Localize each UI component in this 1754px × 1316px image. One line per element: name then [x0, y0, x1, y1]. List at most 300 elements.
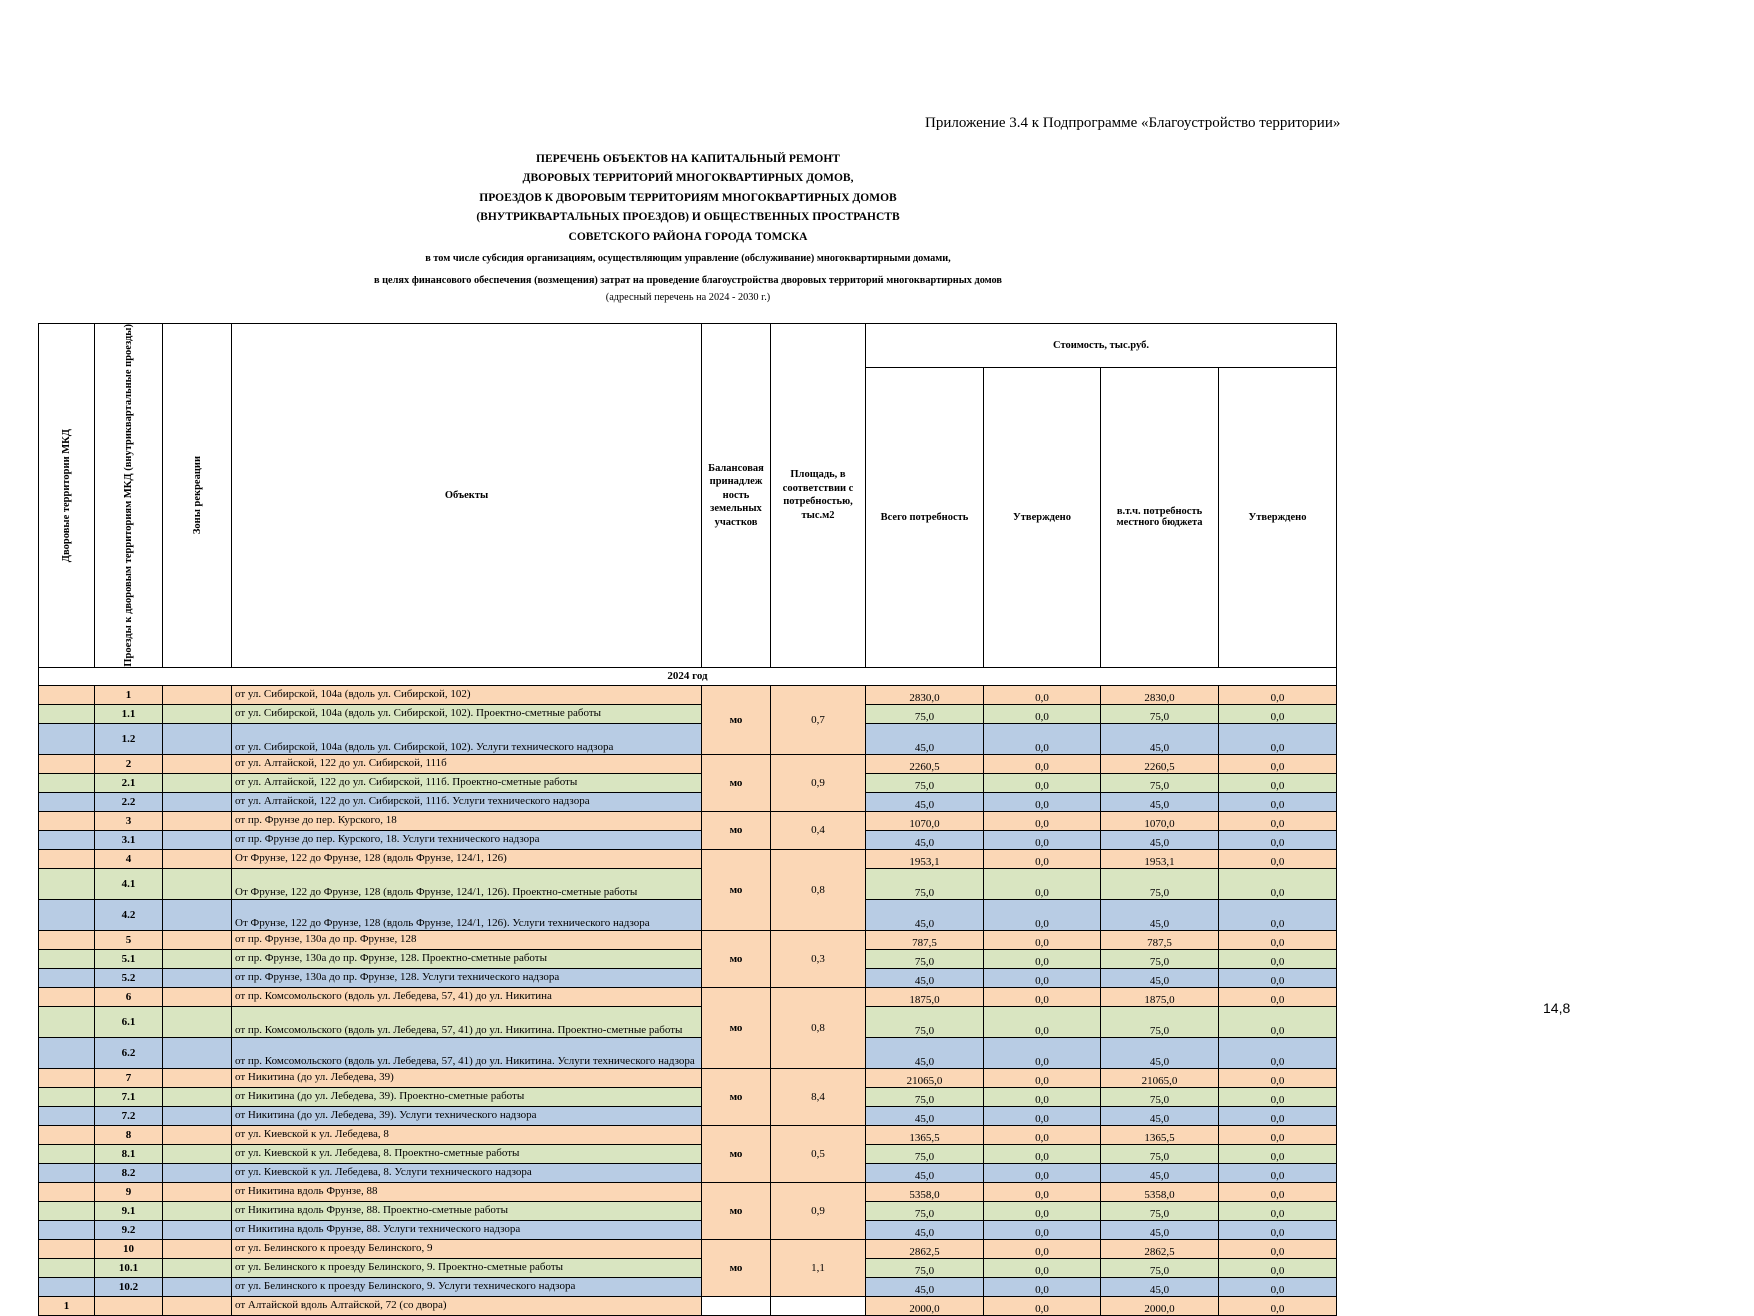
drive-number-cell: 2.1: [95, 773, 163, 792]
area-cell: 0,8: [771, 987, 866, 1068]
object-cell: от пр. Комсомольского (вдоль ул. Лебедева, 57, 41) до ул. Никитина: [232, 987, 702, 1006]
header-approved: Утверждено: [984, 367, 1101, 667]
drive-number-cell: 6: [95, 987, 163, 1006]
recreation-cell: [163, 1106, 232, 1125]
local-budget-cell: 787,5: [1101, 930, 1219, 949]
header-cost-group: Стоимость, тыс.руб.: [866, 324, 1337, 368]
local-budget-cell: 2830,0: [1101, 685, 1219, 704]
drive-number-cell: 6.1: [95, 1006, 163, 1037]
approved-cell: 0,0: [984, 830, 1101, 849]
table-row: [39, 685, 1337, 704]
object-cell: от ул. Белинского к проезду Белинского, 9. Услуги технического надзора: [232, 1277, 702, 1296]
total-need-cell: 2000,0: [866, 1296, 984, 1315]
table-row: [39, 1068, 1337, 1087]
approved-local-cell: 0,0: [1219, 1220, 1337, 1239]
drive-number-cell: 2: [95, 754, 163, 773]
title-line: (ВНУТРИКВАРТАЛЬНЫХ ПРОЕЗДОВ) И ОБЩЕСТВЕННЫХ ПРОСТРАНСТВ: [476, 211, 900, 224]
total-need-cell: 75,0: [866, 949, 984, 968]
header-drives: Проезды к дворовым территориям МКД (внутриквартальные проезды): [95, 324, 163, 668]
object-cell: от ул. Киевской к ул. Лебедева, 8. Проектно-сметные работы: [232, 1144, 702, 1163]
table-row: [39, 1087, 1337, 1106]
recreation-cell: [163, 1068, 232, 1087]
ownership-cell: мо: [702, 849, 771, 930]
table-row: [39, 830, 1337, 849]
object-cell: от ул. Сибирской, 104а (вдоль ул. Сибирской, 102). Услуги технического надзора: [232, 723, 702, 754]
total-need-cell: 75,0: [866, 1144, 984, 1163]
approved-local-cell: 0,0: [1219, 930, 1337, 949]
approved-local-cell: 0,0: [1219, 987, 1337, 1006]
local-budget-cell: 45,0: [1101, 1106, 1219, 1125]
yard-cell: [39, 1144, 95, 1163]
total-need-cell: 787,5: [866, 930, 984, 949]
recreation-cell: [163, 1220, 232, 1239]
subtitle-line: в том числе субсидия организациям, осуществляющим управление (обслуживание) многоквартирными домами,: [425, 253, 951, 265]
drive-number-cell: 4.1: [95, 868, 163, 899]
table-row: [39, 811, 1337, 830]
header-approved-local: Утверждено: [1219, 367, 1337, 667]
approved-cell: 0,0: [984, 1277, 1101, 1296]
table-row: [39, 1258, 1337, 1277]
approved-local-cell: 0,0: [1219, 754, 1337, 773]
yard-cell: [39, 1201, 95, 1220]
area-cell: 0,5: [771, 1125, 866, 1182]
recreation-cell: [163, 723, 232, 754]
drive-number-cell: 8: [95, 1125, 163, 1144]
approved-local-cell: 0,0: [1219, 1144, 1337, 1163]
recreation-cell: [163, 968, 232, 987]
title-line: ДВОРОВЫХ ТЕРРИТОРИЙ МНОГОКВАРТИРНЫХ ДОМОВ,: [522, 172, 854, 185]
total-need-cell: 75,0: [866, 868, 984, 899]
approved-local-cell: 0,0: [1219, 1125, 1337, 1144]
approved-local-cell: 0,0: [1219, 868, 1337, 899]
yard-cell: [39, 1258, 95, 1277]
object-cell: от Алтайской вдоль Алтайской, 72 (со двора): [232, 1296, 702, 1315]
recreation-cell: [163, 830, 232, 849]
approved-cell: 0,0: [984, 1125, 1101, 1144]
local-budget-cell: 45,0: [1101, 792, 1219, 811]
appendix-caption: Приложение 3.4 к Подпрограмме «Благоустройство территории»: [925, 115, 1341, 131]
total-need-cell: 1365,5: [866, 1125, 984, 1144]
yard-cell: [39, 723, 95, 754]
approved-cell: 0,0: [984, 1258, 1101, 1277]
drive-number-cell: 6.2: [95, 1037, 163, 1068]
approved-local-cell: 0,0: [1219, 968, 1337, 987]
ownership-cell: мо: [702, 685, 771, 754]
object-cell: от Никитина вдоль Фрунзе, 88. Проектно-сметные работы: [232, 1201, 702, 1220]
drive-number-cell: [95, 1296, 163, 1315]
local-budget-cell: 45,0: [1101, 1277, 1219, 1296]
year-row: 2024 год: [39, 667, 1337, 685]
recreation-cell: [163, 1037, 232, 1068]
yard-cell: [39, 792, 95, 811]
local-budget-cell: 45,0: [1101, 968, 1219, 987]
recreation-cell: [163, 1125, 232, 1144]
drive-number-cell: 7.1: [95, 1087, 163, 1106]
yard-cell: [39, 1239, 95, 1258]
yard-cell: [39, 1277, 95, 1296]
object-cell: от пр. Комсомольского (вдоль ул. Лебедева, 57, 41) до ул. Никитина. Услуги технического надзора: [232, 1037, 702, 1068]
total-need-cell: 21065,0: [866, 1068, 984, 1087]
approved-cell: 0,0: [984, 968, 1101, 987]
local-budget-cell: 75,0: [1101, 1201, 1219, 1220]
drive-number-cell: 4: [95, 849, 163, 868]
approved-cell: 0,0: [984, 1182, 1101, 1201]
object-cell: от Никитина (до ул. Лебедева, 39). Услуги технического надзора: [232, 1106, 702, 1125]
approved-cell: 0,0: [984, 754, 1101, 773]
object-cell: от Никитина (до ул. Лебедева, 39). Проектно-сметные работы: [232, 1087, 702, 1106]
recreation-cell: [163, 899, 232, 930]
recreation-cell: [163, 949, 232, 968]
recreation-cell: [163, 811, 232, 830]
ownership-cell: мо: [702, 1125, 771, 1182]
object-cell: от пр. Фрунзе, 130а до пр. Фрунзе, 128: [232, 930, 702, 949]
drive-number-cell: 5: [95, 930, 163, 949]
approved-cell: 0,0: [984, 899, 1101, 930]
drive-number-cell: 7: [95, 1068, 163, 1087]
total-need-cell: 75,0: [866, 1006, 984, 1037]
table-row: [39, 849, 1337, 868]
total-need-cell: 2862,5: [866, 1239, 984, 1258]
approved-local-cell: 0,0: [1219, 1296, 1337, 1315]
document-title-block: [38, 150, 1338, 305]
drive-number-cell: 2.2: [95, 792, 163, 811]
area-cell: 0,9: [771, 754, 866, 811]
ownership-cell: мо: [702, 987, 771, 1068]
approved-local-cell: 0,0: [1219, 1037, 1337, 1068]
table-row: [39, 1144, 1337, 1163]
total-need-cell: 45,0: [866, 792, 984, 811]
drive-number-cell: 3.1: [95, 830, 163, 849]
drive-number-cell: 10: [95, 1239, 163, 1258]
total-need-cell: 75,0: [866, 704, 984, 723]
table-row: [39, 1125, 1337, 1144]
recreation-cell: [163, 685, 232, 704]
local-budget-cell: 75,0: [1101, 1144, 1219, 1163]
local-budget-cell: 2000,0: [1101, 1296, 1219, 1315]
approved-cell: 0,0: [984, 1037, 1101, 1068]
approved-local-cell: 0,0: [1219, 1106, 1337, 1125]
table-row: [39, 868, 1337, 899]
recreation-cell: [163, 704, 232, 723]
yard-cell: [39, 704, 95, 723]
approved-local-cell: 0,0: [1219, 773, 1337, 792]
drive-number-cell: 5.1: [95, 949, 163, 968]
approved-cell: 0,0: [984, 1163, 1101, 1182]
approved-cell: 0,0: [984, 792, 1101, 811]
drive-number-cell: 8.2: [95, 1163, 163, 1182]
local-budget-cell: 5358,0: [1101, 1182, 1219, 1201]
table-row: [39, 899, 1337, 930]
approved-local-cell: 0,0: [1219, 685, 1337, 704]
drive-number-cell: 3: [95, 811, 163, 830]
area-cell: 0,3: [771, 930, 866, 987]
table-row: [39, 792, 1337, 811]
title-line: ПРОЕЗДОВ К ДВОРОВЫМ ТЕРРИТОРИЯМ МНОГОКВАРТИРНЫХ ДОМОВ: [479, 191, 897, 204]
total-need-cell: 1953,1: [866, 849, 984, 868]
yard-cell: [39, 1220, 95, 1239]
yard-cell: [39, 1006, 95, 1037]
local-budget-cell: 75,0: [1101, 1006, 1219, 1037]
drive-number-cell: 1.2: [95, 723, 163, 754]
total-need-cell: 45,0: [866, 723, 984, 754]
total-need-cell: 45,0: [866, 830, 984, 849]
object-cell: от пр. Комсомольского (вдоль ул. Лебедева, 57, 41) до ул. Никитина. Проектно-сметные работы: [232, 1006, 702, 1037]
table-row: [39, 1296, 1337, 1315]
object-cell: от ул. Алтайской, 122 до ул. Сибирской, 111б: [232, 754, 702, 773]
table-row: [39, 704, 1337, 723]
area-cell: 0,9: [771, 1182, 866, 1239]
header-recreation: Зоны рекреации: [163, 324, 232, 668]
table-row: [39, 723, 1337, 754]
local-budget-cell: 45,0: [1101, 830, 1219, 849]
object-cell: от пр. Фрунзе до пер. Курского, 18. Услуги технического надзора: [232, 830, 702, 849]
object-cell: от пр. Фрунзе до пер. Курского, 18: [232, 811, 702, 830]
table-row: [39, 1220, 1337, 1239]
approved-cell: 0,0: [984, 1087, 1101, 1106]
yard-cell: [39, 754, 95, 773]
table-row: [39, 1106, 1337, 1125]
drive-number-cell: 1: [95, 685, 163, 704]
ownership-cell: мо: [702, 930, 771, 987]
recreation-cell: [163, 1201, 232, 1220]
yard-cell: [39, 968, 95, 987]
drive-number-cell: 1.1: [95, 704, 163, 723]
header-area: Площадь, в соответствии с потребностью, тыс.м2: [771, 324, 866, 668]
address-note: (адресный перечень на 2024 - 2030 г.): [605, 292, 771, 304]
object-cell: от Никитина вдоль Фрунзе, 88. Услуги технического надзора: [232, 1220, 702, 1239]
title-line: ПЕРЕЧЕНЬ ОБЪЕКТОВ НА КАПИТАЛЬНЫЙ РЕМОНТ: [536, 153, 840, 165]
yard-cell: [39, 1163, 95, 1182]
local-budget-cell: 75,0: [1101, 1087, 1219, 1106]
object-cell: От Фрунзе, 122 до Фрунзе, 128 (вдоль Фрунзе, 124/1, 126). Проектно-сметные работы: [232, 868, 702, 899]
object-cell: от пр. Фрунзе, 130а до пр. Фрунзе, 128. Услуги технического надзора: [232, 968, 702, 987]
object-cell: от ул. Алтайской, 122 до ул. Сибирской, 111б. Проектно-сметные работы: [232, 773, 702, 792]
total-need-cell: 2260,5: [866, 754, 984, 773]
approved-local-cell: 0,0: [1219, 1201, 1337, 1220]
recreation-cell: [163, 1087, 232, 1106]
approved-local-cell: 0,0: [1219, 949, 1337, 968]
subtitle-line: в целях финансового обеспечения (возмещения) затрат на проведение благоустройства дворовых территорий многоквартирных домов: [373, 275, 1002, 287]
objects-table: [38, 323, 1337, 1316]
approved-local-cell: 0,0: [1219, 723, 1337, 754]
table-row: [39, 773, 1337, 792]
recreation-cell: [163, 930, 232, 949]
local-budget-cell: 45,0: [1101, 899, 1219, 930]
object-cell: от ул. Сибирской, 104а (вдоль ул. Сибирской, 102). Проектно-сметные работы: [232, 704, 702, 723]
area-cell: [771, 1296, 866, 1315]
local-budget-cell: 1875,0: [1101, 987, 1219, 1006]
header-total-need: Всего потребность: [866, 367, 984, 667]
header-objects: Объекты: [232, 324, 702, 668]
ownership-cell: мо: [702, 1068, 771, 1125]
recreation-cell: [163, 754, 232, 773]
table-row: [39, 1163, 1337, 1182]
area-cell: 0,8: [771, 849, 866, 930]
approved-cell: 0,0: [984, 949, 1101, 968]
yard-cell: [39, 685, 95, 704]
approved-local-cell: 0,0: [1219, 830, 1337, 849]
local-budget-cell: 2862,5: [1101, 1239, 1219, 1258]
ownership-cell: мо: [702, 1239, 771, 1296]
approved-local-cell: 0,0: [1219, 1258, 1337, 1277]
recreation-cell: [163, 1163, 232, 1182]
approved-cell: 0,0: [984, 704, 1101, 723]
approved-cell: 0,0: [984, 773, 1101, 792]
total-need-cell: 1875,0: [866, 987, 984, 1006]
ownership-cell: мо: [702, 754, 771, 811]
local-budget-cell: 75,0: [1101, 1258, 1219, 1277]
approved-cell: 0,0: [984, 1068, 1101, 1087]
recreation-cell: [163, 987, 232, 1006]
yard-cell: [39, 773, 95, 792]
table-row: [39, 1277, 1337, 1296]
total-need-cell: 75,0: [866, 1258, 984, 1277]
yard-cell: [39, 849, 95, 868]
recreation-cell: [163, 792, 232, 811]
approved-local-cell: 0,0: [1219, 849, 1337, 868]
local-budget-cell: 1365,5: [1101, 1125, 1219, 1144]
approved-cell: 0,0: [984, 1296, 1101, 1315]
drive-number-cell: 9.1: [95, 1201, 163, 1220]
yard-cell: [39, 899, 95, 930]
recreation-cell: [163, 1239, 232, 1258]
approved-cell: 0,0: [984, 868, 1101, 899]
area-cell: 0,4: [771, 811, 866, 849]
total-need-cell: 45,0: [866, 899, 984, 930]
approved-cell: 0,0: [984, 1006, 1101, 1037]
local-budget-cell: 75,0: [1101, 949, 1219, 968]
yard-cell: [39, 1068, 95, 1087]
object-cell: от ул. Белинского к проезду Белинского, 9: [232, 1239, 702, 1258]
yard-cell: [39, 987, 95, 1006]
approved-local-cell: 0,0: [1219, 899, 1337, 930]
local-budget-cell: 1070,0: [1101, 811, 1219, 830]
recreation-cell: [163, 1144, 232, 1163]
approved-cell: 0,0: [984, 723, 1101, 754]
local-budget-cell: 1953,1: [1101, 849, 1219, 868]
table-row: [39, 1182, 1337, 1201]
recreation-cell: [163, 1182, 232, 1201]
recreation-cell: [163, 1006, 232, 1037]
table-row: [39, 1239, 1337, 1258]
object-cell: от ул. Алтайской, 122 до ул. Сибирской, 111б. Услуги технического надзора: [232, 792, 702, 811]
object-cell: от ул. Сибирской, 104а (вдоль ул. Сибирской, 102): [232, 685, 702, 704]
total-need-cell: 75,0: [866, 1087, 984, 1106]
ownership-cell: мо: [702, 1182, 771, 1239]
total-need-cell: 1070,0: [866, 811, 984, 830]
total-need-cell: 45,0: [866, 1106, 984, 1125]
recreation-cell: [163, 773, 232, 792]
object-cell: от Никитина (до ул. Лебедева, 39): [232, 1068, 702, 1087]
title-line: СОВЕТСКОГО РАЙОНА ГОРОДА ТОМСКА: [568, 230, 808, 243]
area-cell: 8,4: [771, 1068, 866, 1125]
approved-local-cell: 0,0: [1219, 1239, 1337, 1258]
approved-local-cell: 0,0: [1219, 1163, 1337, 1182]
header-yards: Дворовые территории МКД: [39, 324, 95, 668]
recreation-cell: [163, 1296, 232, 1315]
table-row: [39, 968, 1337, 987]
approved-local-cell: 0,0: [1219, 792, 1337, 811]
total-need-cell: 45,0: [866, 1220, 984, 1239]
ownership-cell: [702, 1296, 771, 1315]
local-budget-cell: 45,0: [1101, 723, 1219, 754]
total-need-cell: 5358,0: [866, 1182, 984, 1201]
object-cell: от ул. Киевской к ул. Лебедева, 8. Услуги технического надзора: [232, 1163, 702, 1182]
local-budget-cell: 21065,0: [1101, 1068, 1219, 1087]
yard-cell: [39, 811, 95, 830]
total-need-cell: 45,0: [866, 1037, 984, 1068]
approved-local-cell: 0,0: [1219, 1277, 1337, 1296]
yard-cell: [39, 949, 95, 968]
local-budget-cell: 45,0: [1101, 1220, 1219, 1239]
yard-cell: [39, 830, 95, 849]
local-budget-cell: 75,0: [1101, 868, 1219, 899]
yard-cell: 1: [39, 1296, 95, 1315]
table-row: [39, 930, 1337, 949]
approved-cell: 0,0: [984, 930, 1101, 949]
table-row: [39, 1201, 1337, 1220]
yard-cell: [39, 930, 95, 949]
approved-local-cell: 0,0: [1219, 704, 1337, 723]
approved-local-cell: 0,0: [1219, 1006, 1337, 1037]
approved-cell: 0,0: [984, 1144, 1101, 1163]
total-need-cell: 75,0: [866, 1201, 984, 1220]
approved-cell: 0,0: [984, 987, 1101, 1006]
table-row: [39, 1006, 1337, 1037]
approved-cell: 0,0: [984, 849, 1101, 868]
header-local-budget: в.т.ч. потребность местного бюджета: [1101, 367, 1219, 667]
total-need-cell: 45,0: [866, 968, 984, 987]
yard-cell: [39, 868, 95, 899]
yard-cell: [39, 1087, 95, 1106]
recreation-cell: [163, 1258, 232, 1277]
local-budget-cell: 45,0: [1101, 1037, 1219, 1068]
local-budget-cell: 45,0: [1101, 1163, 1219, 1182]
approved-cell: 0,0: [984, 1220, 1101, 1239]
local-budget-cell: 75,0: [1101, 773, 1219, 792]
recreation-cell: [163, 849, 232, 868]
approved-cell: 0,0: [984, 1106, 1101, 1125]
recreation-cell: [163, 868, 232, 899]
object-cell: от пр. Фрунзе, 130а до пр. Фрунзе, 128. Проектно-сметные работы: [232, 949, 702, 968]
object-cell: от Никитина вдоль Фрунзе, 88: [232, 1182, 702, 1201]
total-need-cell: 2830,0: [866, 685, 984, 704]
area-cell: 0,7: [771, 685, 866, 754]
approved-local-cell: 0,0: [1219, 1068, 1337, 1087]
object-cell: от ул. Киевской к ул. Лебедева, 8: [232, 1125, 702, 1144]
total-need-cell: 45,0: [866, 1163, 984, 1182]
table-row: [39, 754, 1337, 773]
drive-number-cell: 7.2: [95, 1106, 163, 1125]
approved-local-cell: 0,0: [1219, 1087, 1337, 1106]
table-row: [39, 949, 1337, 968]
object-cell: От Фрунзе, 122 до Фрунзе, 128 (вдоль Фрунзе, 124/1, 126). Услуги технического надзора: [232, 899, 702, 930]
drive-number-cell: 5.2: [95, 968, 163, 987]
yard-cell: [39, 1125, 95, 1144]
approved-cell: 0,0: [984, 811, 1101, 830]
local-budget-cell: 2260,5: [1101, 754, 1219, 773]
drive-number-cell: 10.1: [95, 1258, 163, 1277]
recreation-cell: [163, 1277, 232, 1296]
yard-cell: [39, 1037, 95, 1068]
side-number: 14,8: [1543, 1000, 1571, 1016]
drive-number-cell: 4.2: [95, 899, 163, 930]
local-budget-cell: 75,0: [1101, 704, 1219, 723]
object-cell: от ул. Белинского к проезду Белинского, 9. Проектно-сметные работы: [232, 1258, 702, 1277]
table-row: [39, 1037, 1337, 1068]
table-row: [39, 987, 1337, 1006]
drive-number-cell: 8.1: [95, 1144, 163, 1163]
